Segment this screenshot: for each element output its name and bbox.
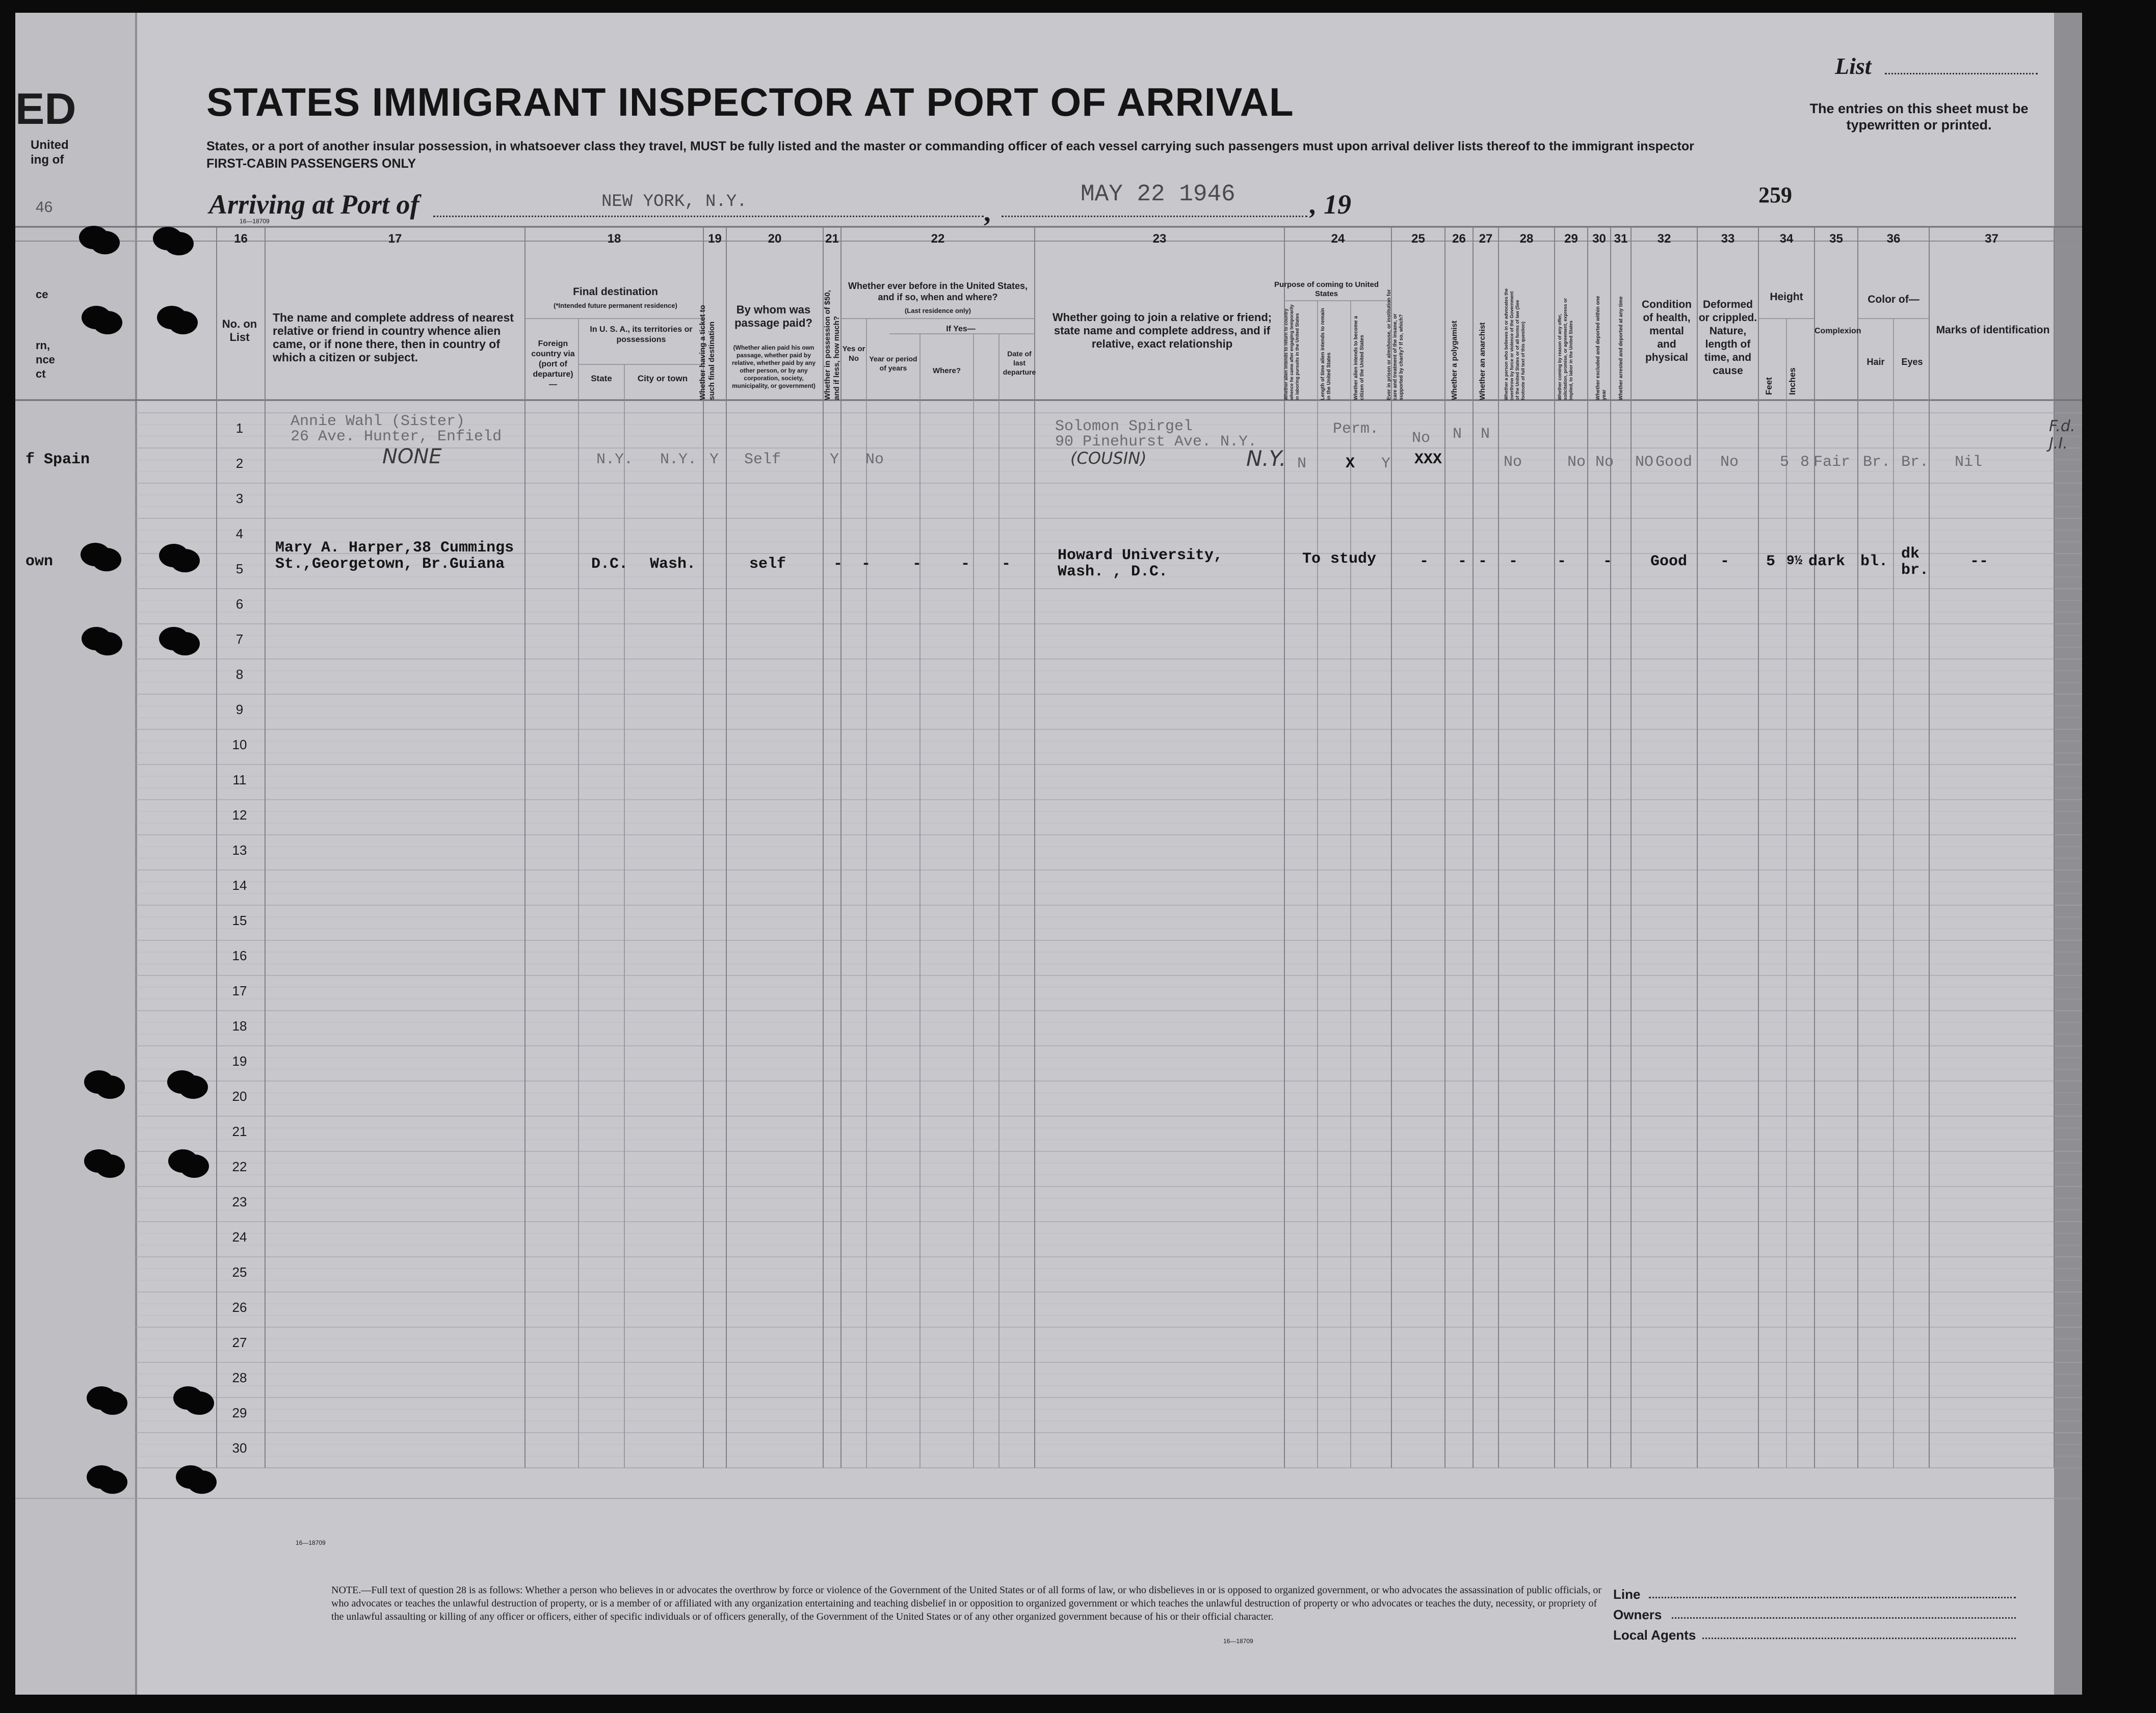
- punch-hole: [84, 1149, 114, 1173]
- immigration-manifest-sheet: [15, 13, 2082, 1695]
- row-number-16: 16: [232, 948, 247, 963]
- row4-years: -: [912, 556, 922, 573]
- row4-purpose-to: To: [1302, 550, 1321, 568]
- header-hair: Hair: [1866, 357, 1885, 367]
- instructions-line: States, or a port of another insular possession, in whatsoever class they travel, MUST be fully listed and the master or commanding officer of each vessel carrying such passengers must upon arrival deliver lists thereof to the immigrant inspector: [206, 139, 1694, 153]
- port-stamp: NEW YORK, N.Y.: [601, 192, 747, 212]
- row4-eyes-line1: dk: [1901, 545, 1920, 563]
- row1-marks: Nil: [1955, 454, 1983, 471]
- year-label: , 19: [1310, 189, 1351, 220]
- row-number-4: 4: [235, 526, 244, 541]
- row4-last-departure: -: [1002, 556, 1011, 573]
- header-excluded: Whether excluded and deported within one year: [1595, 296, 1607, 400]
- row1-eyes: Br.: [1901, 454, 1929, 471]
- row4-state: D.C.: [591, 556, 628, 573]
- line-field: [1649, 1597, 2016, 1598]
- row4-labor: -: [1557, 553, 1567, 570]
- row4-relative-line1: Mary A. Harper,38 Cummings: [275, 539, 514, 557]
- header-anarchist: Whether an anarchist: [1478, 322, 1487, 400]
- column-number-18: 18: [607, 232, 621, 246]
- header-passage-note: (Whether alien paid his own passage, whether paid by relative, whether paid by any other person, or by any corporation, society, municipality, or government): [731, 344, 816, 389]
- column-number-25: 25: [1411, 232, 1425, 246]
- row4-feet: 5: [1766, 553, 1776, 570]
- punch-hole: [82, 627, 111, 650]
- header-prison: Ever in prison or almshouse, or institution for care and treatment of the insane, or supported by charity? If so, which?: [1386, 289, 1404, 400]
- column-number-34: 34: [1779, 232, 1794, 246]
- form-number-lower: 16—18709: [296, 1539, 326, 1546]
- form-ruling-grid: [15, 13, 2082, 1695]
- row1-health: Good: [1655, 454, 1693, 471]
- header-if-yes: If Yes—: [946, 325, 976, 333]
- row-number-13: 13: [232, 842, 247, 858]
- header-where: Where?: [932, 366, 961, 375]
- row1-arrested: NO: [1635, 454, 1654, 471]
- row-number-5: 5: [235, 561, 244, 576]
- owners-label: Owners: [1613, 1607, 1662, 1622]
- row-number-29: 29: [232, 1405, 247, 1420]
- header-last-residence: (Last residence only): [904, 307, 971, 314]
- header-final-destination: Final destination: [573, 286, 658, 298]
- row1-join-handwritten: (COUSIN): [1070, 449, 1147, 468]
- column-number-33: 33: [1721, 232, 1735, 246]
- column-number-27: 27: [1479, 232, 1493, 246]
- header-complexion: Complexion: [1815, 327, 1861, 335]
- punch-hole: [84, 1070, 114, 1094]
- header-possession-50: Whether in possession of $50, and if less, how much?: [823, 290, 841, 400]
- header-feet: Feet: [1764, 377, 1774, 395]
- footnote-question-28: NOTE.—Full text of question 28 is as follows: Whether a person who believes in or advocates the overthrow by force or violence of the Government of the United States or of all forms of law, or who disbelieves in or is opposed to organized government, or who advocates the assassination of public officials, or who advocates or teaches the unlawful destruction of property, or is a member of or affiliated with any organization entertaining and teaching disbelief in or opposition to organized government or which teaches the unlawful destruction of property or who advocates or teaches the duty, necessity, or propriety of the unlawful assaulting or killing of any officer or officers, either of specific individuals or of officers generally, of the Government of the United States or of any other organized government because of his or their official character.: [331, 1585, 1601, 1622]
- header-return-country: Whether alien intends to return to country whence he came after engaging temporarily in laboring pursuits in the United States: [1283, 304, 1300, 400]
- row-number-25: 25: [232, 1264, 247, 1280]
- row-number-27: 27: [232, 1335, 247, 1350]
- header-join-relative: Whether going to join a relative or friend; state name and complete address, and if relative, exact relationship: [1052, 311, 1272, 350]
- edge-title-fragment: ED: [15, 85, 76, 134]
- row1-relative-line2: 26 Ave. Hunter, Enfield: [291, 428, 502, 445]
- punch-hole: [87, 1386, 116, 1410]
- row-number-15: 15: [232, 913, 247, 928]
- row-number-12: 12: [232, 807, 247, 823]
- row-number-21: 21: [232, 1124, 247, 1139]
- header-become-citizen: Whether alien intends to become a citizen of the United States: [1353, 315, 1365, 400]
- row1-inches: 8: [1800, 454, 1810, 471]
- row4-join-line1: Howard University,: [1058, 547, 1223, 564]
- form-number-bottom: 16—18709: [1223, 1638, 1253, 1645]
- arrival-date-stamp: MAY 22 1946: [1081, 181, 1235, 207]
- arriving-label: Arriving at Port of: [209, 189, 419, 220]
- row-number-10: 10: [232, 737, 247, 752]
- row-number-7: 7: [235, 631, 244, 647]
- header-deformed: Deformed or crippled. Nature, length of time, and cause: [1698, 299, 1757, 377]
- header-city: City or town: [637, 374, 688, 383]
- column-number-31: 31: [1614, 232, 1628, 246]
- row1-relative-line1: Annie Wahl (Sister): [291, 413, 465, 430]
- edge-spain: f Spain: [25, 451, 90, 468]
- header-health: Condition of health, mental and physical: [1642, 299, 1692, 363]
- header-passage-paid: By whom was passage paid?: [734, 303, 812, 329]
- row4-arrested: -: [1603, 553, 1613, 570]
- row1-join-line1: Solomon Spirgel: [1055, 418, 1193, 435]
- column-number-29: 29: [1564, 232, 1578, 246]
- punch-hole: [157, 306, 187, 329]
- edge-nce: nce: [36, 353, 55, 366]
- row4-passage: self: [749, 556, 786, 573]
- row1-hair: Br.: [1863, 454, 1891, 471]
- row4-overthrow: -: [1509, 553, 1518, 570]
- row1-city: N.Y.: [660, 451, 697, 468]
- row4-anarchist: -: [1478, 553, 1488, 570]
- row1-labor: No: [1567, 454, 1586, 471]
- header-color-of: Color of—: [1868, 294, 1920, 305]
- passenger-class: FIRST-CABIN PASSENGERS ONLY: [206, 156, 416, 171]
- column-number-22: 22: [931, 232, 945, 246]
- row-number-17: 17: [232, 983, 247, 998]
- row4-polygamist: -: [1458, 553, 1467, 570]
- row-number-14: 14: [232, 878, 247, 893]
- owners-field: [1672, 1617, 2016, 1619]
- row-number-2: 2: [235, 456, 244, 471]
- row1-join-line2: 90 Pinehurst Ave. N.Y.: [1055, 433, 1257, 451]
- row-number-28: 28: [232, 1370, 247, 1385]
- page-title: STATES IMMIGRANT INSPECTOR AT PORT OF ARRIVAL: [206, 80, 1294, 124]
- edge-subtitle-fragment: [31, 138, 69, 167]
- column-number-19: 19: [708, 232, 722, 246]
- row1-prison-note: No: [1412, 430, 1431, 447]
- row4-health: Good: [1650, 553, 1688, 570]
- column-number-17: 17: [388, 232, 402, 246]
- edge-ing-of: ing of: [31, 153, 64, 167]
- row-number-26: 26: [232, 1300, 247, 1315]
- column-number-37: 37: [1985, 232, 1999, 246]
- row-number-3: 3: [235, 491, 244, 506]
- column-number-26: 26: [1452, 232, 1466, 246]
- header-final-destination-note: (*Intended future permanent residence): [554, 302, 677, 309]
- local-agents-field: [1702, 1638, 2016, 1639]
- header-height: Height: [1770, 291, 1803, 303]
- row1-passage: Self: [744, 451, 781, 468]
- punch-hole: [81, 543, 110, 566]
- row1-feet: 5: [1780, 454, 1790, 471]
- port-comma: ,: [984, 197, 991, 227]
- header-polygamist: Whether a polygamist: [1450, 321, 1459, 400]
- row4-inches: 9½: [1786, 553, 1803, 568]
- edge-united: United: [31, 138, 69, 152]
- column-number-23: 23: [1152, 232, 1167, 246]
- typewritten-notice: The entries on this sheet must be typewritten or printed.: [1809, 101, 2029, 133]
- punch-hole: [168, 1149, 198, 1173]
- row1-ever-before: No: [865, 451, 884, 468]
- row4-hair: bl.: [1860, 553, 1888, 570]
- header-purpose: Purpose of coming to United States: [1274, 280, 1379, 298]
- row1-purpose-citizen: Y: [1381, 455, 1391, 472]
- row-number-6: 6: [235, 596, 244, 612]
- row4-city: Wash.: [650, 556, 696, 573]
- row1-deformed: No: [1720, 454, 1739, 471]
- column-number-24: 24: [1331, 232, 1345, 246]
- date-line: [1002, 216, 1307, 217]
- header-state: State: [591, 374, 612, 383]
- punch-hole: [176, 1465, 205, 1489]
- row-number-22: 22: [232, 1159, 247, 1174]
- header-in-usa: In U. S. A., its territories or possessions: [590, 325, 693, 344]
- header-last-departure: Date of last departure: [1003, 350, 1036, 376]
- row1-purpose-length: X: [1346, 455, 1355, 472]
- row1-ticket: Y: [709, 451, 719, 468]
- row-number-11: 11: [232, 772, 247, 787]
- row1-excluded: No: [1595, 454, 1614, 471]
- edge-town: own: [25, 553, 54, 570]
- header-period-years: Year or period of years: [869, 355, 917, 372]
- row4-where: -: [961, 556, 970, 573]
- edge-year-fragment: 46: [36, 199, 53, 216]
- row1-prison: XXX: [1414, 451, 1442, 468]
- row4-ever-before: -: [861, 556, 871, 573]
- edge-ce: ce: [36, 288, 48, 301]
- header-nearest-relative: The name and complete address of nearest relative or friend in country whence alien came, or if none there, then in country of which a citizen or subject.: [273, 311, 514, 364]
- row1-join-handwritten-ny: N.Y.: [1246, 446, 1286, 471]
- header-arrested: Whether arrested and deported at any time: [1618, 296, 1624, 400]
- row-number-20: 20: [232, 1089, 247, 1104]
- row1-possession: Y: [830, 451, 839, 468]
- row-number-9: 9: [235, 702, 244, 717]
- row1-margin-handwritten: F.d. J.I.: [2049, 417, 2075, 453]
- row-number-24: 24: [232, 1229, 247, 1245]
- row-number-18: 18: [232, 1018, 247, 1034]
- row4-deformed: -: [1720, 553, 1730, 570]
- row-number-23: 23: [232, 1194, 247, 1209]
- row4-purpose: study: [1330, 550, 1377, 568]
- header-no-on-list: No. on List: [222, 318, 257, 344]
- list-number-line: [1885, 73, 2038, 74]
- row-number-19: 19: [232, 1053, 247, 1069]
- list-label: List: [1835, 53, 1872, 79]
- row1-purpose-length-note: Perm.: [1333, 420, 1379, 438]
- row-number-30: 30: [232, 1440, 247, 1456]
- local-agents-label: Local Agents: [1613, 1627, 1696, 1643]
- sheet-number: 259: [1758, 182, 1792, 207]
- punch-hole: [159, 627, 189, 650]
- column-number-36: 36: [1886, 232, 1901, 246]
- row4-possession: -: [833, 556, 843, 573]
- row-number-8: 8: [235, 667, 244, 682]
- column-number-35: 35: [1829, 232, 1843, 246]
- row1-state: N.Y.: [596, 451, 634, 468]
- column-number-30: 30: [1592, 232, 1606, 246]
- row-number-1: 1: [235, 420, 244, 436]
- port-line: [433, 216, 984, 217]
- row1-relative-handwritten: NONE: [382, 445, 442, 468]
- row4-marks: --: [1970, 553, 1989, 570]
- header-length-of-stay: Length of time alien intends to remain in the United States: [1320, 308, 1332, 400]
- row1-complexion: Fair: [1813, 454, 1851, 471]
- row4-eyes-line2: br.: [1901, 562, 1929, 579]
- row4-complexion: dark: [1808, 553, 1846, 570]
- row1-purpose-return: N: [1297, 455, 1307, 472]
- row1-polygamist-note: N: [1453, 426, 1462, 443]
- header-eyes: Eyes: [1901, 357, 1923, 367]
- header-yes-or-no: Yes or No: [842, 345, 865, 363]
- header-ticket: Whether having a ticket to such final destination: [698, 305, 716, 400]
- punch-hole: [159, 544, 189, 567]
- edge-ct: ct: [36, 367, 46, 380]
- row4-join-line2: Wash. , D.C.: [1058, 563, 1168, 581]
- column-number-21: 21: [825, 232, 839, 246]
- edge-rn: rn,: [36, 339, 50, 352]
- column-number-20: 20: [768, 232, 782, 246]
- column-number-28: 28: [1519, 232, 1534, 246]
- punch-hole: [79, 226, 109, 249]
- punch-hole: [167, 1070, 197, 1094]
- column-number-16: 16: [234, 232, 248, 246]
- header-foreign-country: Foreign country via (port of departure)—: [531, 339, 575, 389]
- punch-hole: [173, 1386, 203, 1410]
- punch-hole: [87, 1465, 116, 1489]
- row1-anarchist-note: N: [1481, 426, 1490, 443]
- row4-prison: -: [1419, 553, 1429, 570]
- line-label: Line: [1613, 1587, 1641, 1602]
- header-ever-before: Whether ever before in the United States, and if so, when and where?: [848, 281, 1028, 302]
- header-marks: Marks of identification: [1936, 324, 2050, 336]
- punch-hole: [82, 306, 111, 329]
- column-number-32: 32: [1657, 232, 1671, 246]
- header-inches: Inches: [1787, 367, 1797, 395]
- row1-overthrow: No: [1504, 454, 1522, 471]
- punch-hole: [153, 227, 182, 250]
- header-overthrow: Whether a person who believes in or advocates the overthrow by force or violence of the Government of the United States or of all forms of law (See footnote of full text of this question): [1504, 288, 1526, 400]
- row4-relative-line2: St.,Georgetown, Br.Guiana: [275, 556, 505, 573]
- header-labor-offer: Whether coming by reason of any offer, solicitation, promise, or agreement, express or implied, to labor in the United States: [1557, 298, 1573, 400]
- form-number: 16—18709: [240, 218, 270, 225]
